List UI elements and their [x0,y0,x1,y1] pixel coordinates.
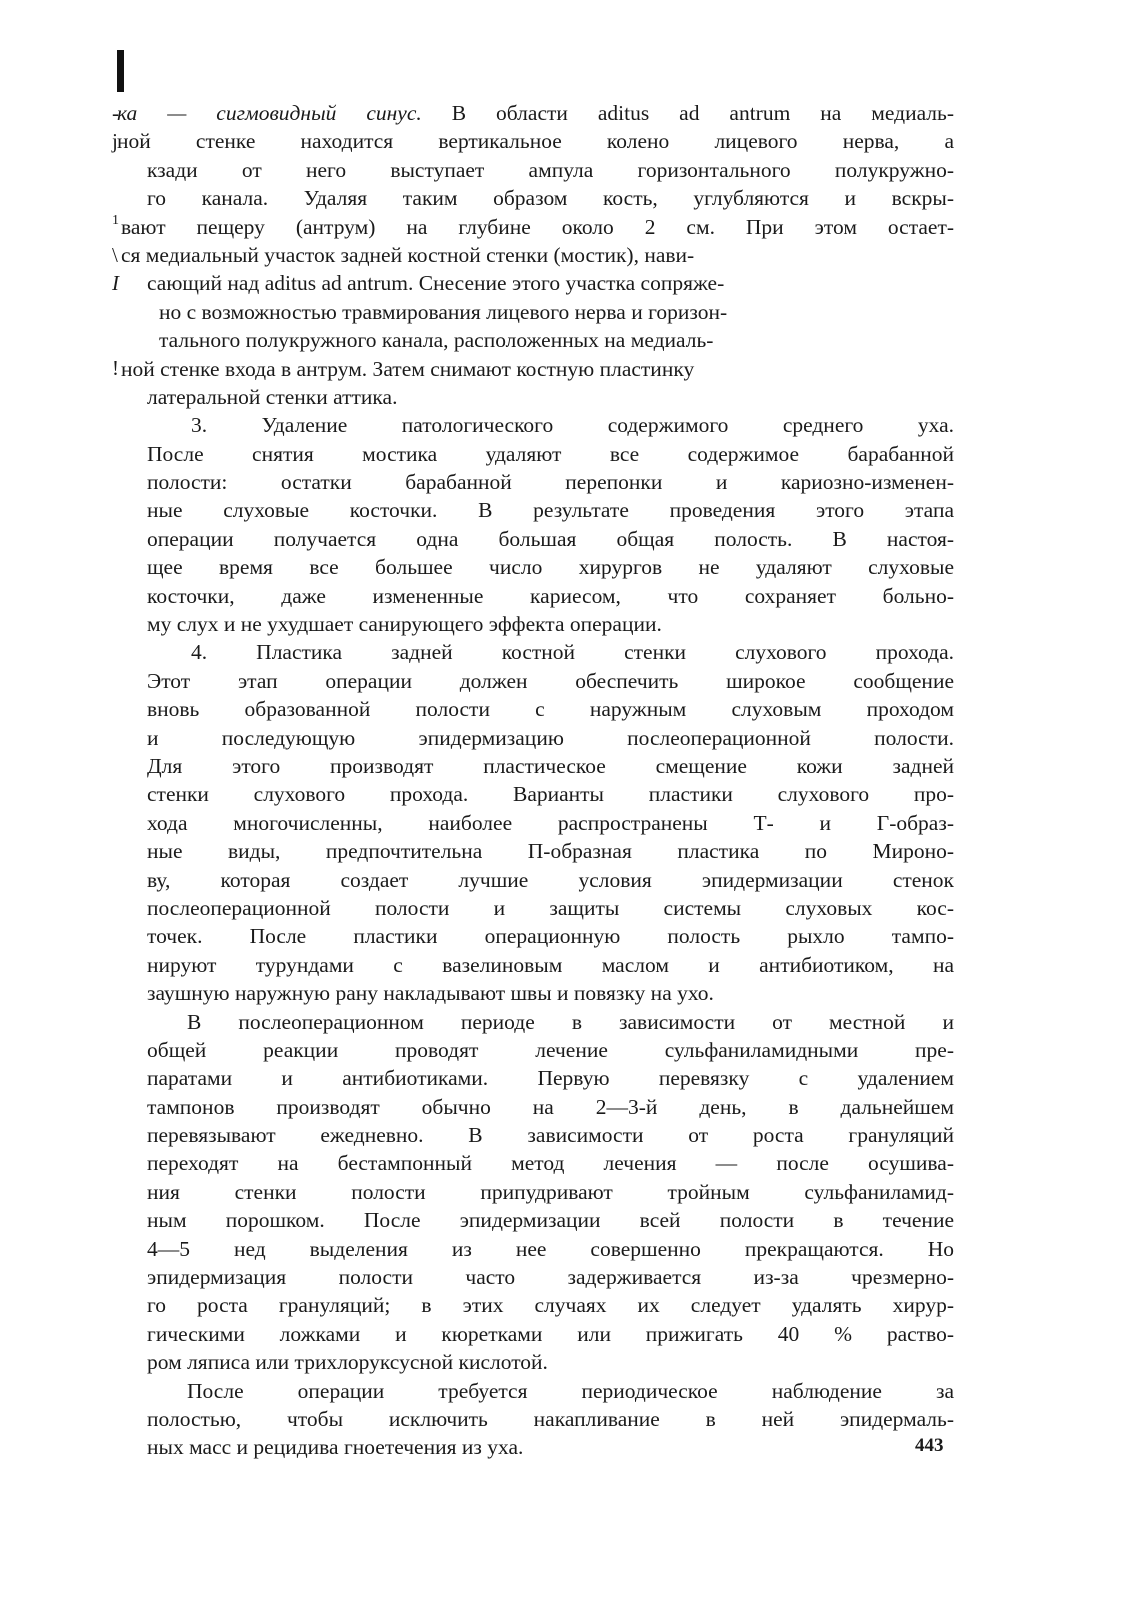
text-line: косточки, даже измененные кариесом, что сохраняет больно- [147,583,954,608]
text-line: послеоперационной полости и защиты системы слуховых кос- [147,895,954,920]
text-line: вают пещеру (антрум) на глубине около 2 см. При этом остает- [121,214,954,239]
text-line: му слух и не ухудшает санирующего эффекта операции. [147,612,662,637]
text-line: хода многочисленны, наиболее распространены Т- и Г-образ- [147,810,954,835]
text-line-rest: В области aditus ad antrum на медиаль- [451,101,955,125]
text-line: После снятия мостика удаляют все содержимое барабанной [147,441,954,466]
text-line: гическими ложками и кюретками или прижигать 40 % раство- [147,1321,954,1346]
text-line: ся медиальный участок задней костной стенки (мостик), нави- [121,242,695,267]
text-line: общей реакции проводят лечение сульфаниламидными пре- [147,1037,954,1062]
italic-term: ка — сигмовидный синус. [117,101,422,125]
text-line: заушную наружную рану накладывают швы и повязку на ухо. [147,981,714,1006]
margin-mark: I [112,271,119,295]
text-line: полостью, чтобы исключить накапливание в ней эпидермаль- [147,1406,954,1431]
text-line: нируют турундами с вазелиновым маслом и антибиотиком, на [147,952,954,977]
text-line: эпидермизация полости часто задерживается из-за чрезмерно- [147,1265,954,1290]
text-line: латеральной стенки аттика. [147,384,398,409]
text-line: паратами и антибиотиками. Первую перевязку с удалением [147,1066,954,1091]
text-line: полости: остатки барабанной перепонки и кариозно-изменен- [147,470,954,495]
text-line: сающий над aditus ad antrum. Снесение этого участка сопряже- [147,271,725,296]
text-line: ных масс и рецидива гноетечения из уха. [147,1435,524,1460]
text-line: переходят на бестампонный метод лечения — после осушива- [147,1151,954,1176]
text-line: ные слуховые косточки. В результате проведения этого этапа [147,498,954,523]
text-line: тампонов производят обычно на 2—3-й день, в дальнейшем [147,1094,954,1119]
text-line: и последующую эпидермизацию послеоперационной полости. [147,725,954,750]
text-line: перевязывают ежедневно. В зависимости от роста грануляций [147,1123,954,1148]
text-line: ным порошком. После эпидермизации всей полости в течение [147,1208,954,1233]
text-line: го канала. Удаляя таким образом кость, углубляются и вскры- [147,186,954,211]
text-line: тального полукружного канала, расположенных на медиаль- [159,328,714,353]
text-line: 4. Пластика задней костной стенки слухового прохода. [191,640,954,665]
text-line: ния стенки полости припудривают тройным сульфаниламид- [147,1179,954,1204]
page-number: 443 [915,1435,944,1456]
text-line: но с возможностью травмирования лицевого нерва и горизон- [159,299,728,324]
text-line: Для этого производят пластическое смещение кожи задней [147,753,954,778]
body-text [117,99,955,1462]
margin-mark: \ [112,243,118,267]
text-line: кзади от него выступает ампула горизонтального полукружно- [147,157,954,182]
text-line: 3. Удаление патологического содержимого среднего уха. [191,413,954,438]
text-line: щее время все большее число хирургов не удаляют слуховые [147,555,954,580]
margin-mark: ! [112,356,119,380]
scan-artifact-bar [117,50,124,92]
text-line: Этот этап операции должен обеспечить широкое сообщение [147,668,954,693]
text-line: ву, которая создает лучшие условия эпидермизации стенок [147,867,954,892]
margin-mark: j [112,129,118,153]
text-line: 4—5 нед выделения из нее совершенно прекращаются. Но [147,1236,954,1261]
text-line: После операции требуется периодическое наблюдение за [187,1378,954,1403]
text-line: операции получается одна большая общая полость. В настоя- [147,526,954,551]
text-line [117,99,954,127]
text-line: В послеоперационном периоде в зависимости от местной и [187,1009,954,1034]
margin-mark: - [112,101,119,125]
text-line: го роста грануляций; в этих случаях их следует удалять хирур- [147,1293,954,1318]
text-line: вновь образованной полости с наружным слуховым проходом [147,697,954,722]
margin-mark: 1 [112,213,119,228]
text-line: ром ляписа или трихлоруксусной кислотой. [147,1350,548,1375]
text-line: точек. После пластики операционную полость рыхло тампо- [147,924,954,949]
text-line: стенки слухового прохода. Варианты пластики слухового про- [147,782,954,807]
text-line: ной стенке входа в антрум. Затем снимают костную пластинку [121,356,695,381]
text-line: ной стенке находится вертикальное колено лицевого нерва, а [117,129,954,154]
text-line: ные виды, предпочтительна П-образная пластика по Мироно- [147,839,954,864]
